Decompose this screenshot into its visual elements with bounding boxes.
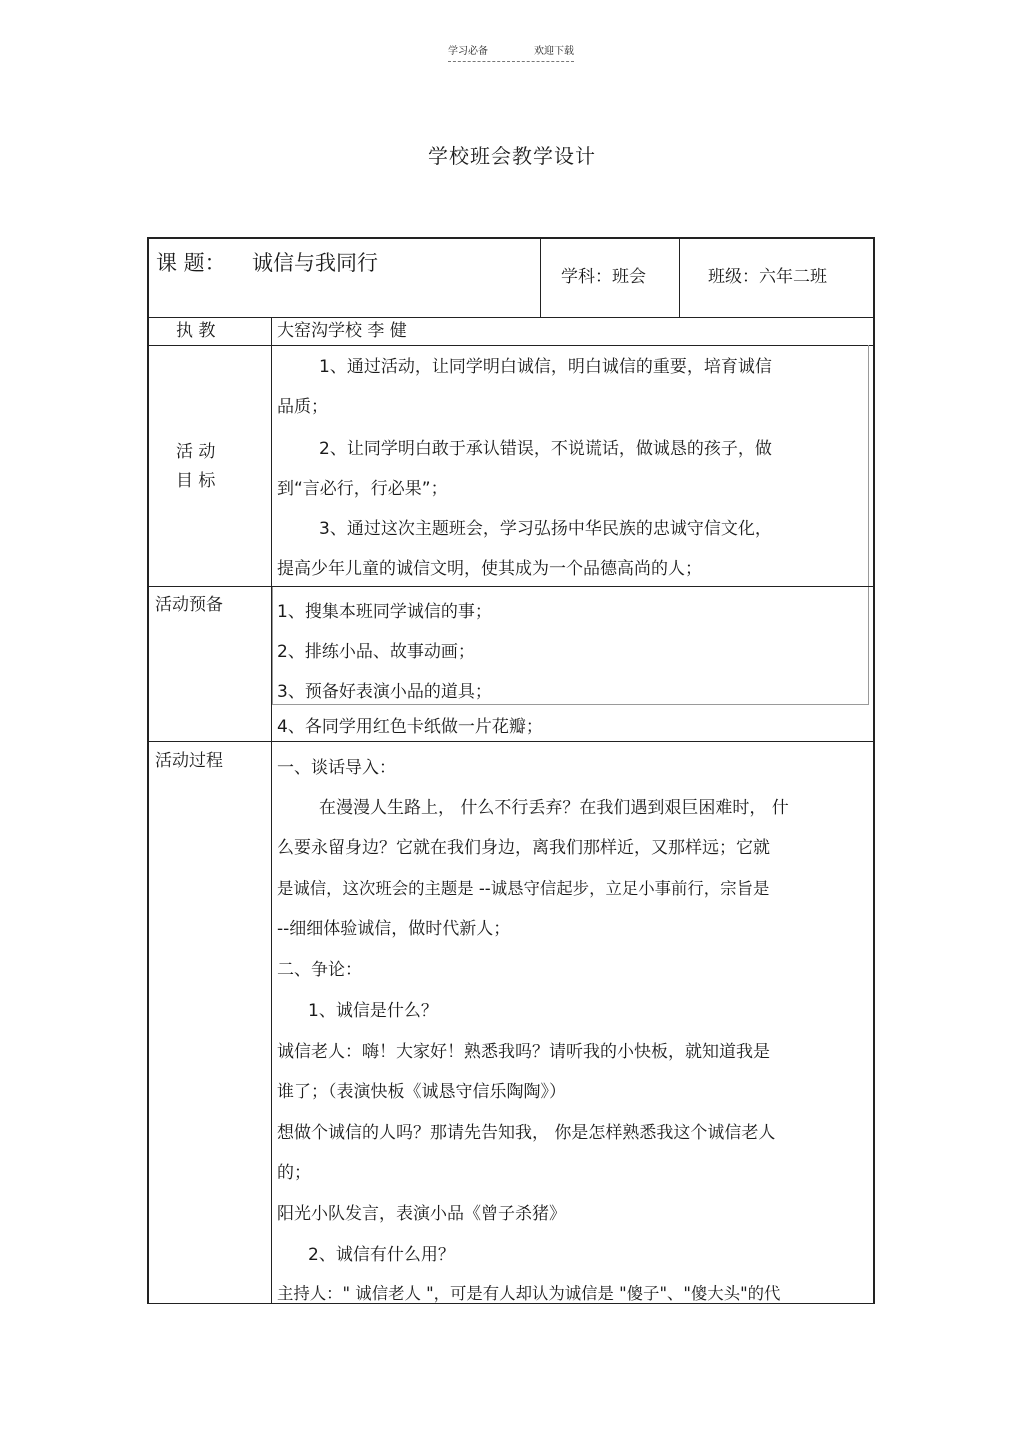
goals-inner-right xyxy=(868,345,869,586)
row-divider-info xyxy=(147,317,875,318)
process-label: 活动过程 xyxy=(155,751,223,771)
goal-line: 1、通过活动，让同学明白诚信，明白诚信的重要，培育诚信 xyxy=(319,357,772,377)
subject-cell: 学科：班会 xyxy=(561,267,646,287)
process-line: 么要永留身边？它就在我们身边，离我们那样近，又那样远；它就 xyxy=(277,838,770,858)
topic-label: 课 题： xyxy=(156,251,226,275)
topic-value: 诚信与我同行 xyxy=(252,251,378,275)
prep-line: 4、各同学用红色卡纸做一片花瓣； xyxy=(277,717,543,737)
process-line: 谁了；（表演快板《诚恳守信乐陶陶》） xyxy=(277,1082,566,1102)
prep-line: 2、排练小品、故事动画； xyxy=(277,642,475,662)
teacher-value: 大窑沟学校 李 健 xyxy=(277,321,407,341)
process-line: 的； xyxy=(277,1163,311,1183)
document-title: 学校班会教学设计 xyxy=(428,144,596,168)
header-note xyxy=(448,42,574,62)
process-line: 主持人：" 诚信老人 "，可是有人却认为诚信是 "傻子"、"傻大头"的代 xyxy=(277,1284,781,1303)
process-line: 一、谈话导入： xyxy=(277,758,396,778)
prep-line: 3、预备好表演小品的道具； xyxy=(277,682,492,702)
col-divider-class xyxy=(679,237,680,317)
goal-line: 提高少年儿童的诚信文明，使其成为一个品德高尚的人； xyxy=(277,559,702,579)
col-divider-subject xyxy=(540,237,541,317)
row-divider-prep xyxy=(147,741,875,742)
process-line: 2、诚信有什么用？ xyxy=(308,1245,455,1265)
goal-line: 品质； xyxy=(277,397,328,417)
goals-label-line1: 活 动 xyxy=(176,442,216,462)
col-divider-label xyxy=(271,317,272,1303)
goal-line: 2、让同学明白敢于承认错误，不说谎话，做诚恳的孩子，做 xyxy=(319,439,772,459)
goal-line: 到“言必行，行必果”； xyxy=(277,479,448,499)
process-line: 诚信老人：嗨！大家好！熟悉我吗？请听我的小快板，就知道我是 xyxy=(277,1042,770,1062)
goals-label-line2: 目 标 xyxy=(176,471,216,491)
process-line: 阳光小队发言，表演小品《曾子杀猪》 xyxy=(277,1204,566,1224)
goal-line: 3、通过这次主题班会，学习弘扬中华民族的忠诚守信文化， xyxy=(319,519,772,539)
header-note-right: 欢迎下载 xyxy=(534,46,574,57)
teacher-label: 执 教 xyxy=(176,321,216,341)
header-note-left: 学习必备 xyxy=(448,46,488,57)
process-line: 想做个诚信的人吗？那请先告知我， 你是怎样熟悉我这个诚信老人 xyxy=(277,1123,776,1143)
process-line: 二、争论： xyxy=(277,960,362,980)
prep-label: 活动预备 xyxy=(155,595,223,615)
process-line: 1、诚信是什么？ xyxy=(308,1001,438,1021)
row-divider-teacher xyxy=(147,345,875,346)
process-line: --细细体验诚信，做时代新人； xyxy=(277,919,511,939)
process-line: 是诚信，这次班会的主题是 --诚恳守信起步，立足小事前行，宗旨是 xyxy=(277,879,770,898)
process-line: 在漫漫人生路上， 什么不行丢弃？在我们遇到艰巨困难时， 什 xyxy=(319,798,789,818)
class-cell: 班级：六年二班 xyxy=(708,267,827,287)
prep-line: 1、搜集本班同学诚信的事； xyxy=(277,602,492,622)
